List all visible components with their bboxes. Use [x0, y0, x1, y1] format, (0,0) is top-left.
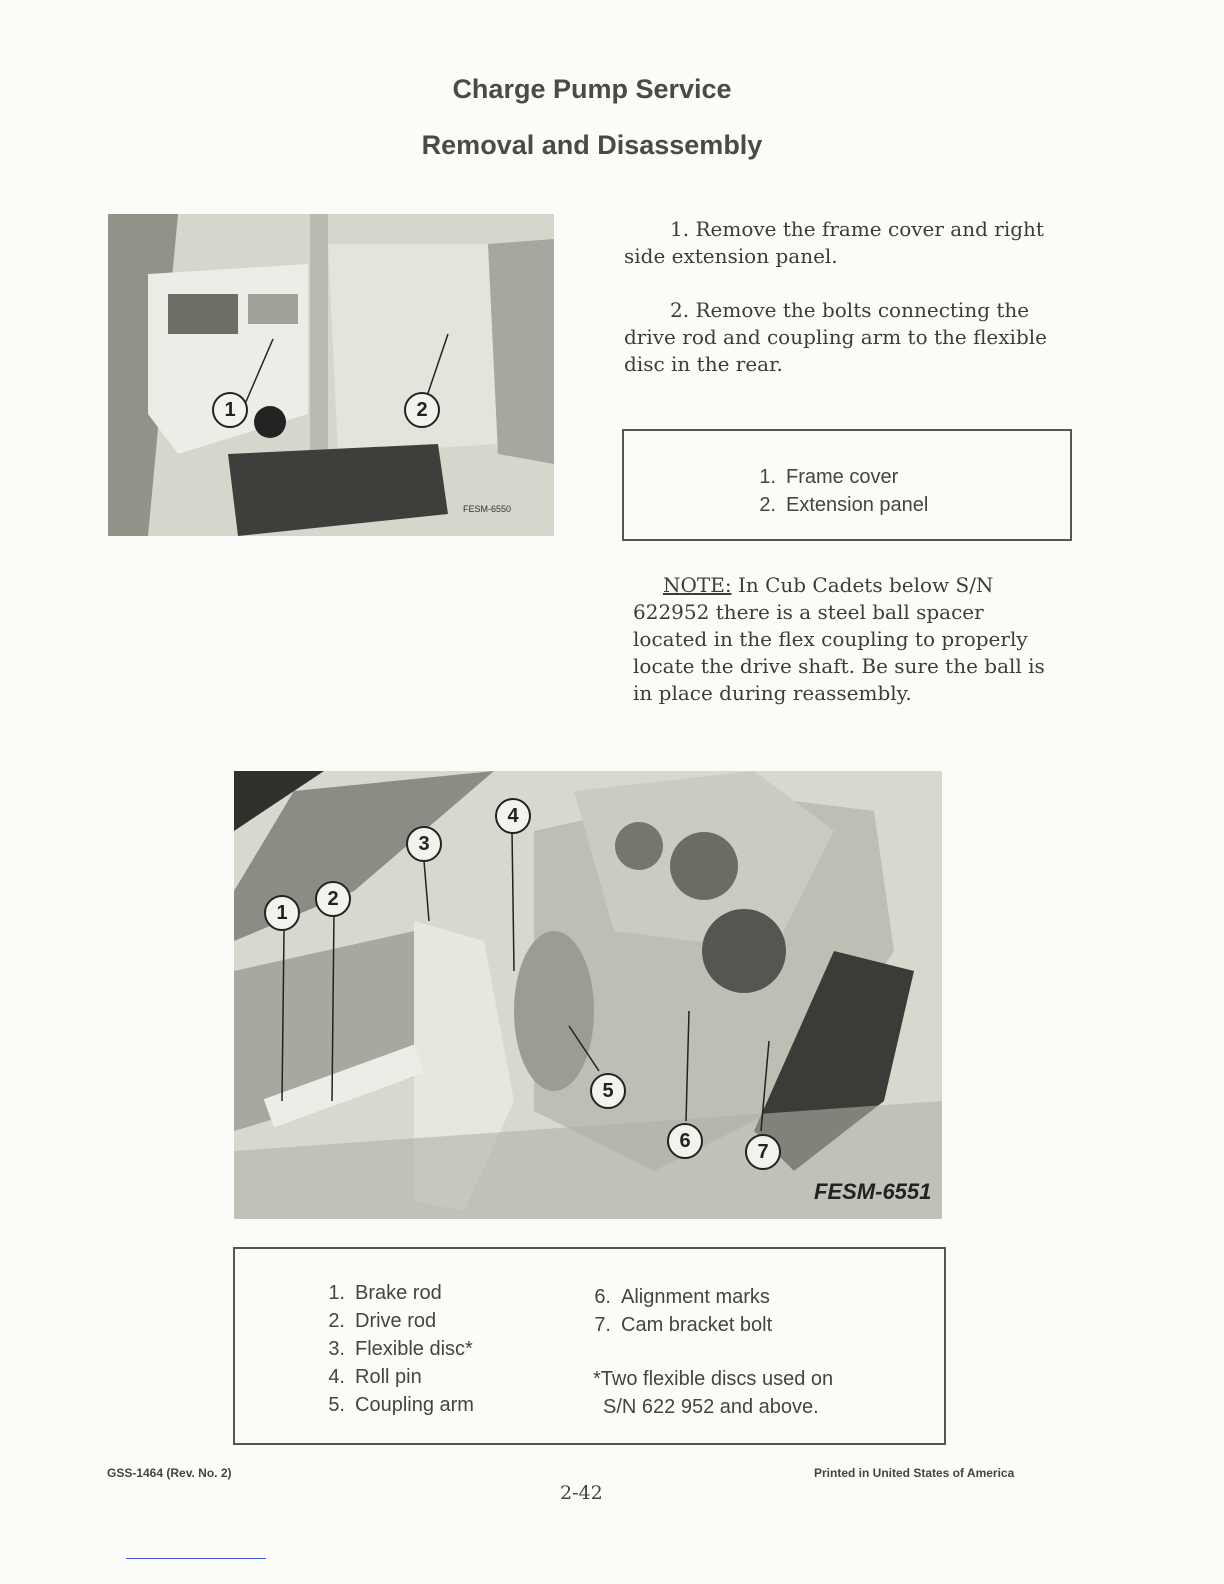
figure-2-callout-1: 1	[264, 895, 300, 931]
page-number: 2-42	[560, 1482, 603, 1504]
step-2-label: 2.	[670, 298, 690, 322]
figure-2-footnote-line-1: *Two flexible discs used on	[593, 1368, 834, 1390]
step-1	[624, 216, 1070, 270]
figure-2-id-label: FESM-6551	[814, 1179, 932, 1204]
figure-2-legend-item: 1. Brake rod	[328, 1282, 442, 1304]
figure-2-callout-5: 5	[590, 1073, 626, 1109]
figure-2-callout-2: 2	[315, 881, 351, 917]
step-1-text: Remove the frame cover and right side extension panel.	[624, 217, 1044, 268]
note-text: In Cub Cadets below S/N 622952 there is a steel ball spacer located in the flex coupling to properly locate the drive shaft. Be sure the ball is in place during reassembly.	[633, 573, 1045, 705]
figure-2-callout-7: 7	[745, 1134, 781, 1170]
figure-2-legend-box	[233, 1247, 946, 1445]
figure-1-id-label: FESM-6550	[463, 504, 512, 514]
step-2-text: Remove the bolts connecting the drive rod and coupling arm to the flexible disc in the rear.	[624, 298, 1047, 376]
note-label: NOTE:	[663, 573, 732, 597]
note-paragraph	[633, 572, 1063, 707]
figure-2-callout-4: 4	[495, 798, 531, 834]
page-title: Charge Pump Service	[452, 74, 732, 104]
figure-2-legend-right	[577, 1283, 833, 1421]
figure-2-callout-6: 6	[667, 1123, 703, 1159]
figure-2-legend-item: 5. Coupling arm	[328, 1394, 474, 1416]
figure-2-legend-item: 3. Flexible disc*	[328, 1338, 473, 1360]
figure-2-legend-item: 7. Cam bracket bolt	[594, 1314, 773, 1336]
figure-2-photo	[234, 771, 942, 1219]
figure-2-legend-left	[311, 1279, 474, 1419]
figure-2-footnote-line-2: S/N 622 952 and above.	[603, 1396, 819, 1418]
figure-1-legend-item: 2. Extension panel	[759, 494, 929, 516]
figure-1-photo	[108, 214, 554, 536]
figure-1-illustration	[108, 214, 554, 536]
step-1-label: 1.	[670, 217, 690, 241]
figure-2-legend-item: 6. Alignment marks	[594, 1286, 770, 1308]
figure-2-legend-item: 4. Roll pin	[328, 1366, 422, 1388]
figure-1-legend-item: 1. Frame cover	[759, 466, 899, 488]
figure-1-legend-box	[622, 429, 1072, 541]
figure-1-callout-2: 2	[404, 392, 440, 428]
figure-2-callout-3: 3	[406, 826, 442, 862]
figure-2-legend-item: 2. Drive rod	[328, 1310, 437, 1332]
bottom-rule	[126, 1558, 266, 1559]
page-subtitle: Removal and Disassembly	[421, 130, 763, 160]
figure-2-illustration	[234, 771, 942, 1219]
step-2	[624, 297, 1070, 378]
figure-1-callout-1: 1	[212, 392, 248, 428]
footer-printed-in: Printed in United States of America	[814, 1466, 1015, 1480]
footer-doc-number: GSS-1464 (Rev. No. 2)	[107, 1466, 232, 1480]
